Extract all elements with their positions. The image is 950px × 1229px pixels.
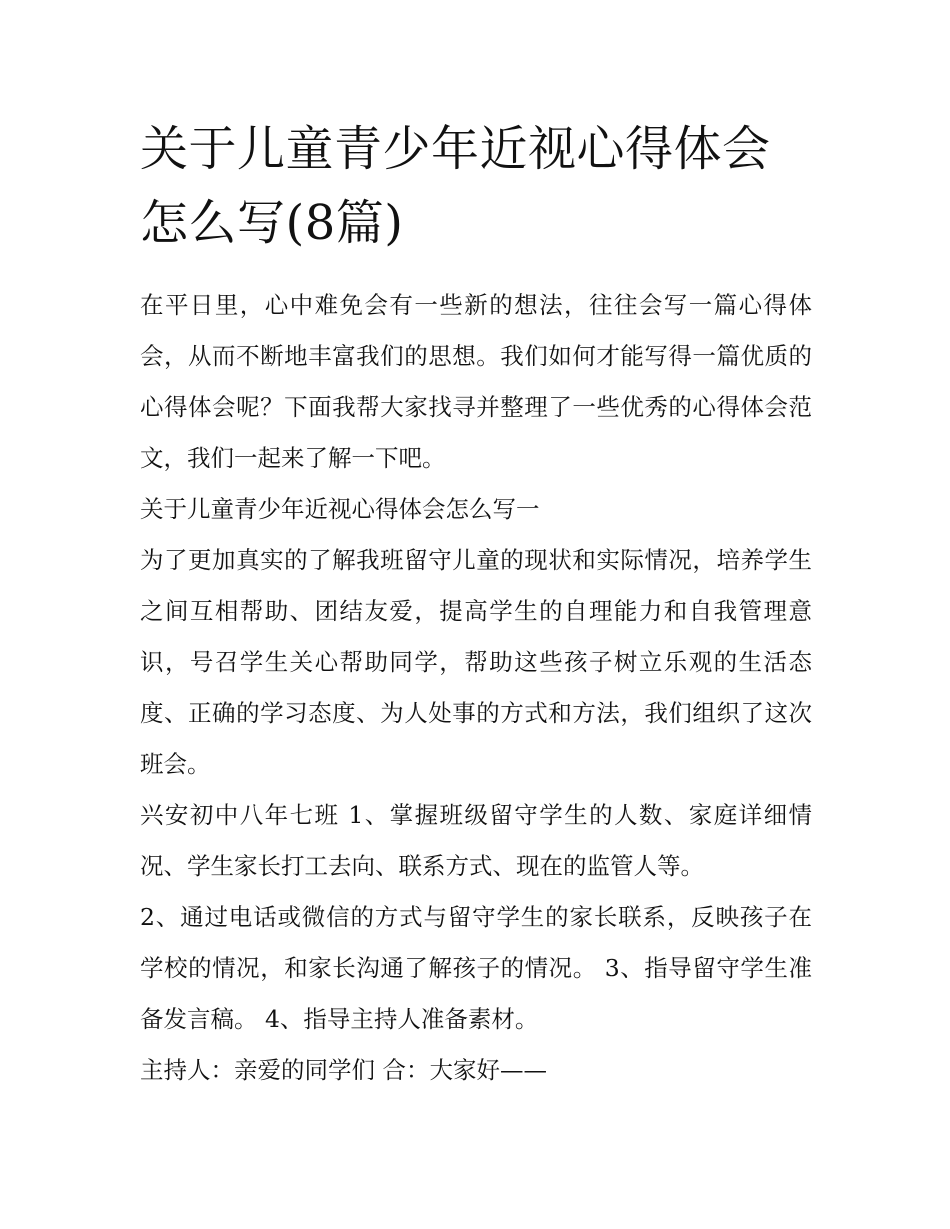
- paragraph-intro: 在平日里，心中难免会有一些新的想法，往往会写一篇心得体会，从而不断地丰富我们的思想。我们如何才能写得一篇优质的心得体会呢？下面我帮大家找寻并整理了一些优秀的心得体会范文，我们一起来了解一下吧。: [140, 291, 812, 472]
- paragraph-purpose: 为了更加真实的了解我班留守儿童的现状和实际情况，培养学生之间互相帮助、团结友爱，提高学生的自理能力和自我管理意识，号召学生关心帮助同学，帮助这些孩子树立乐观的生活态度、正确的学习态度、为人处事的方式和方法，我们组织了这次班会。: [140, 546, 812, 778]
- document-title: 关于儿童青少年近视心得体会怎么写(8篇): [140, 121, 771, 251]
- document-page: [140, 112, 812, 1096]
- section-heading-1: 关于儿童青少年近视心得体会怎么写一: [140, 495, 540, 523]
- paragraph-steps-2-4: 2、通过电话或微信的方式与留守学生的家长联系，反映孩子在学校的情况，和家长沟通了解孩子的情况。 3、指导留守学生准备发言稿。 4、指导主持人准备素材。: [140, 903, 812, 1033]
- paragraph-host: 主持人：亲爱的同学们 合：大家好——: [140, 1056, 547, 1084]
- paragraph-step-1: 兴安初中八年七班 1、掌握班级留守学生的人数、家庭详细情况、学生家长打工去向、联系方式、现在的监管人等。: [140, 801, 812, 880]
